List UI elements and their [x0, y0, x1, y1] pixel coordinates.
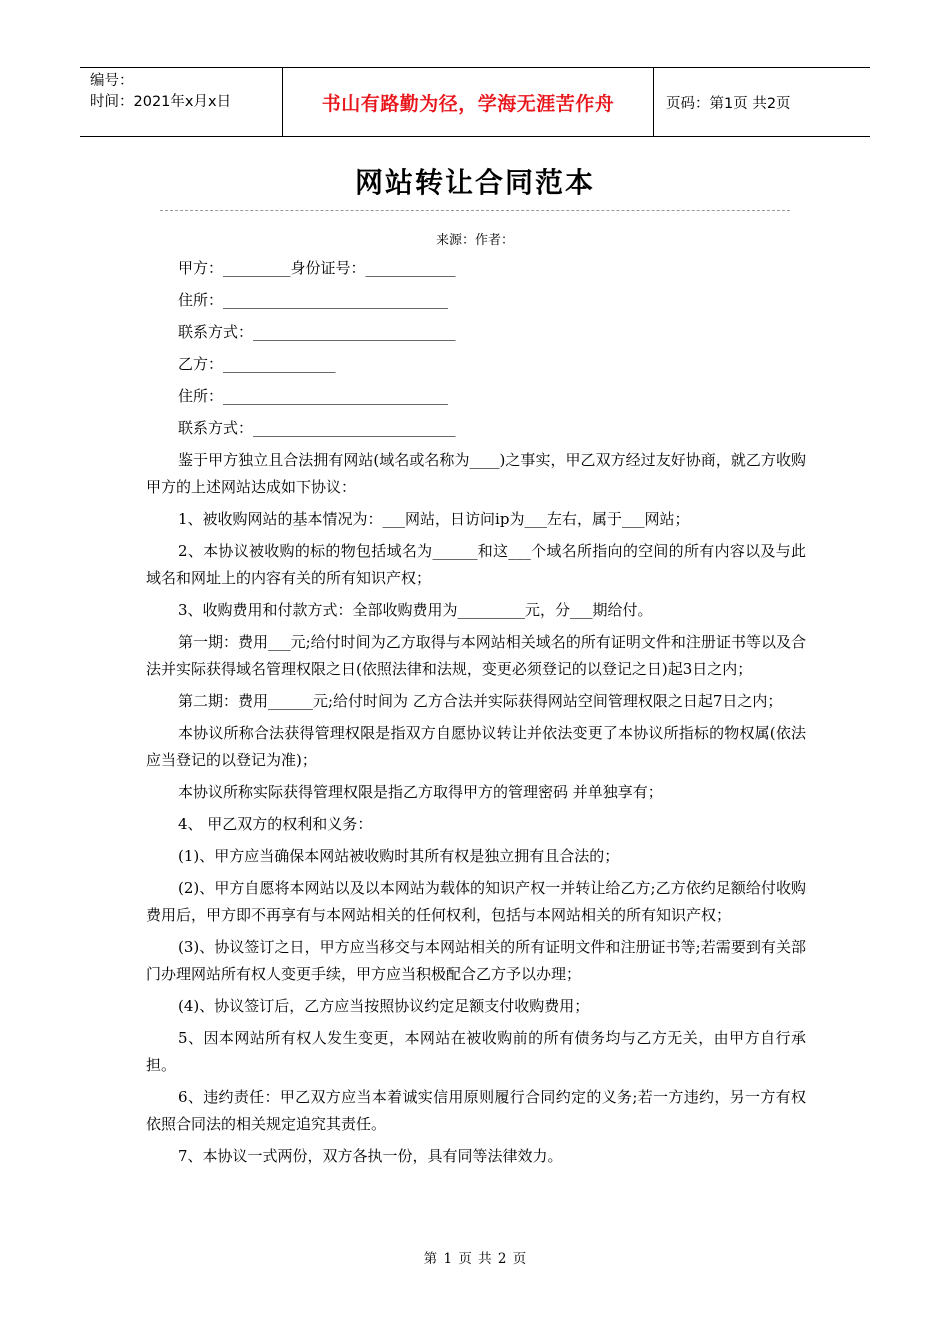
clause-4-item-2: (2)、甲方自愿将本网站以及以本网站为载体的知识产权一并转让给乙方;乙方依约足额给付收购费用后，甲方即不再享有与本网站相关的任何权利，包括与本网站相关的所有知识产权； — [146, 879, 806, 924]
contract-body — [146, 255, 806, 1175]
payment-phase-1: 第一期：费用___元;给付时间为乙方取得与本网站相关域名的所有证明文件和注册证书等以及合法并实际获得域名管理权限之日(依照法律和法规，变更必须登记的以登记之日)起3日之内； — [146, 633, 806, 678]
clause-4-item-1: (1)、甲方应当确保本网站被收购时其所有权是独立拥有且合法的； — [178, 847, 620, 865]
clause-4: 4、 甲乙双方的权利和义务： — [178, 815, 373, 833]
party-b-field: 乙方：_______________ — [178, 355, 336, 373]
doc-number-label: 编号： — [90, 73, 134, 89]
header-motto: 书山有路勤为径，学海无涯苦作舟 — [283, 68, 654, 136]
party-a-field: 甲方：_________身份证号：____________ — [178, 259, 456, 277]
doc-time-label: 时间：2021年x月x日 — [90, 94, 232, 110]
party-b-address-field: 住所：______________________________ — [178, 387, 449, 405]
definition-actual-rights: 本协议所称实际获得管理权限是指乙方取得甲方的管理密码 并单独享有； — [178, 783, 663, 801]
clause-7: 7、本协议一式两份，双方各执一份，具有同等法律效力。 — [178, 1147, 563, 1165]
header-meta — [80, 68, 283, 136]
source-line: 来源：作者： — [435, 233, 514, 248]
title-divider — [160, 210, 790, 211]
party-a-address-field: 住所：______________________________ — [178, 291, 449, 309]
definition-legal-rights: 本协议所称合法获得管理权限是指双方自愿协议转让并依法变更了本协议所指标的物权属(依法应当登记的以登记为准)； — [146, 724, 806, 769]
clause-3: 3、收购费用和付款方式：全部收购费用为_________元，分___期给付。 — [178, 601, 653, 619]
page-footer: 第 1 页 共 2 页 — [423, 1251, 527, 1267]
clause-5: 5、因本网站所有权人发生变更，本网站在被收购前的所有债务均与乙方无关，由甲方自行承担。 — [146, 1029, 806, 1074]
document-title: 网站转让合同范本 — [354, 166, 595, 199]
clause-2: 2、本协议被收购的标的物包括域名为______和这___个域名所指向的空间的所有内容以及与此域名和网址上的内容有关的所有知识产权； — [146, 542, 806, 587]
party-b-contact-field: 联系方式：___________________________ — [178, 419, 456, 437]
clause-4-item-3: (3)、协议签订之日，甲方应当移交与本网站相关的所有证明文件和注册证书等;若需要到有关部门办理网站所有权人变更手续，甲方应当积极配合乙方予以办理； — [146, 938, 806, 983]
clause-1: 1、被收购网站的基本情况为：___网站，日访问ip为___左右，属于___网站； — [178, 510, 690, 528]
page-header — [80, 67, 870, 137]
preamble-paragraph: 鉴于甲方独立且合法拥有网站(域名或名称为____)之事实，甲乙双方经过友好协商，就乙方收购甲方的上述网站达成如下协议： — [146, 451, 806, 496]
payment-phase-2: 第二期：费用______元;给付时间为 乙方合法并实际获得网站空间管理权限之日起7日之内； — [178, 692, 783, 710]
clause-6: 6、违约责任：甲乙双方应当本着诚实信用原则履行合同约定的义务;若一方违约，另一方有权依照合同法的相关规定追究其责任。 — [146, 1088, 806, 1133]
clause-4-item-4: (4)、协议签订后，乙方应当按照协议约定足额支付收购费用； — [178, 997, 590, 1015]
header-page-info: 页码：第1页 共2页 — [666, 95, 791, 112]
party-a-contact-field: 联系方式：___________________________ — [178, 323, 456, 341]
